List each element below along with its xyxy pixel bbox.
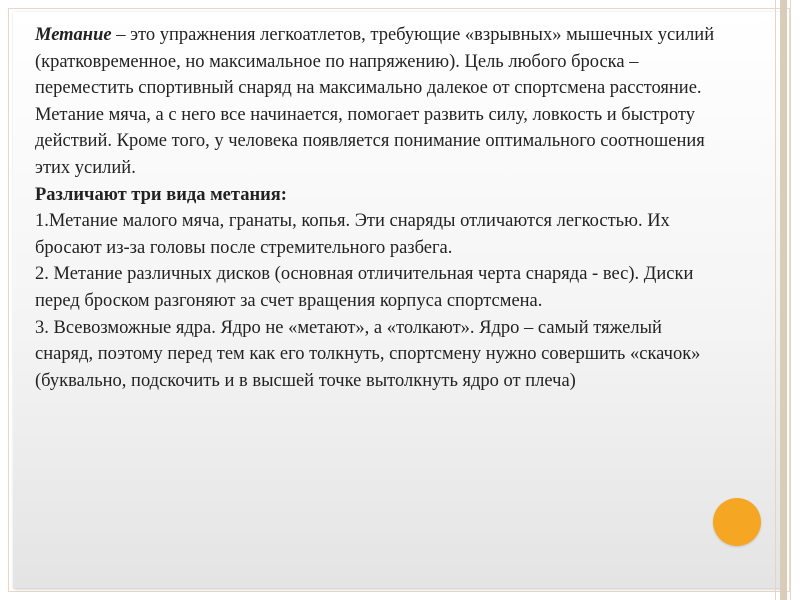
term-highlight: Метание [35, 25, 112, 45]
orange-circle-decoration [713, 498, 761, 546]
list-item: 2. Метание различных дисков (основная отличительная черта снаряда - вес). Диски перед броском разгоняют за счет вращения корпуса спортсмена. [35, 264, 694, 311]
list-item: 1.Метание малого мяча, гранаты, копья. Эти снаряды отличаются легкостью. Их бросают из-за головы после стремительного разбега. [35, 211, 670, 258]
decorative-side-bar [780, 0, 787, 600]
intro-text: – это упражнения легкоатлетов, требующие «взрывных» мышечных усилий (кратковременное, но максимальное по напряжению). Цель любого броска – переместить спортивный снаряд на максимально далекое от спортсмена расстояние. Метание мяча, а с него все начинается, помогает развить силу, ловкость и быстроту действий. Кроме того, у человека появляется понимание оптимального соотношения этих усилий. [35, 25, 715, 178]
decorative-rule [775, 0, 776, 600]
intro-paragraph [35, 22, 720, 182]
slide-body [35, 22, 720, 394]
list-item: 3. Всевозможные ядра. Ядро не «метают», а «толкают». Ядро – самый тяжелый снаряд, поэтому перед тем как его толкнуть, спортсмену нужно совершить «скачок» (буквально, подскочить и в высшей точке вытолкнуть ядро от плеча) [35, 317, 701, 391]
section-heading: Различают три вида метания: [35, 184, 287, 205]
decorative-rule [790, 0, 791, 600]
